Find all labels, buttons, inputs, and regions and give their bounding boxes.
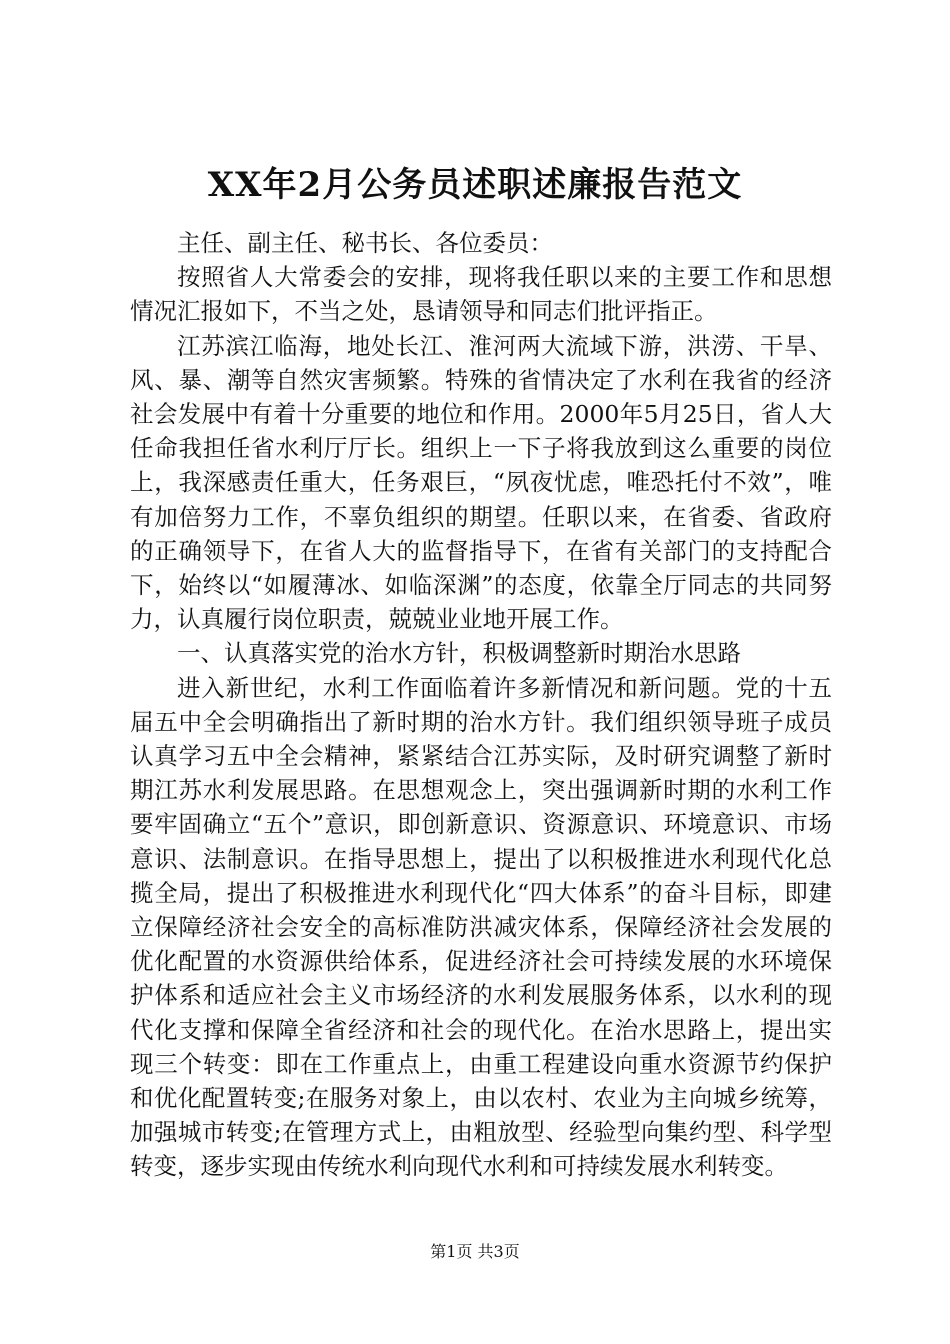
page-footer: 第1页 共3页 <box>430 1242 520 1261</box>
section-body-paragraph: 进入新世纪，水利工作面临着许多新情况和新问题。党的十五届五中全会明确指出了新时期的治水方针。我们组织领导班子成员认真学习五中全会精神，紧紧结合江苏实际，及时研究调整了新时期江苏水利发展思路。在思想观念上，突出强调新时期的水利工作要牢固确立“五个”意识，即创新意识、资源意识、环境意识、市场意识、法制意识。在指导思想上，提出了以积极推进水利现代化总揽全局，提出了积极推进水利现代化“四大体系”的奋斗目标，即建立保障经济社会安全的高标准防洪减灾体系，保障经济社会发展的优化配置的水资源供给体系，促进经济社会可持续发展的水环境保护体系和适应社会主义市场经济的水利发展服务体系，以水利的现代化支撑和保障全省经济和社会的现代化。在治水思路上，提出实现三个转变：即在工作重点上，由重工程建设向重水资源节约保护和优化配置转变;在服务对象上，由以农村、农业为主向城乡统筹，加强城市转变;在管理方式上，由粗放型、经验型向集约型、科学型转变，逐步实现由传统水利向现代水利和可持续发展水利转变。 <box>130 673 832 1181</box>
background-paragraph: 江苏滨江临海，地处长江、淮河两大流域下游，洪涝、干旱、风、暴、潮等自然灾害频繁。特殊的省情决定了水利在我省的经济社会发展中有着十分重要的地位和作用。2000年5月25日，省人大任命我担任省水利厅厅长。组织上一下子将我放到这么重要的岗位上，我深感责任重大，任务艰巨，“夙夜忧虑，唯恐托付不效”，唯有加倍努力工作，不辜负组织的期望。任职以来，在省委、省政府的正确领导下，在省人大的监督指导下，在省有关部门的支持配合下，始终以“如履薄冰、如临深渊”的态度，依靠全厅同志的共同努力，认真履行岗位职责，兢兢业业地开展工作。 <box>130 331 832 634</box>
intro-paragraph: 按照省人大常委会的安排，现将我任职以来的主要工作和思想情况汇报如下，不当之处，恳请领导和同志们批评指正。 <box>130 263 832 326</box>
section-heading: 一、认真落实党的治水方针，积极调整新时期治水思路 <box>177 639 741 668</box>
document-body <box>130 226 832 1184</box>
salutation-paragraph: 主任、副主任、秘书长、各位委员： <box>177 229 553 257</box>
document-title: XX年2月公务员述职述廉报告范文 <box>207 165 743 205</box>
